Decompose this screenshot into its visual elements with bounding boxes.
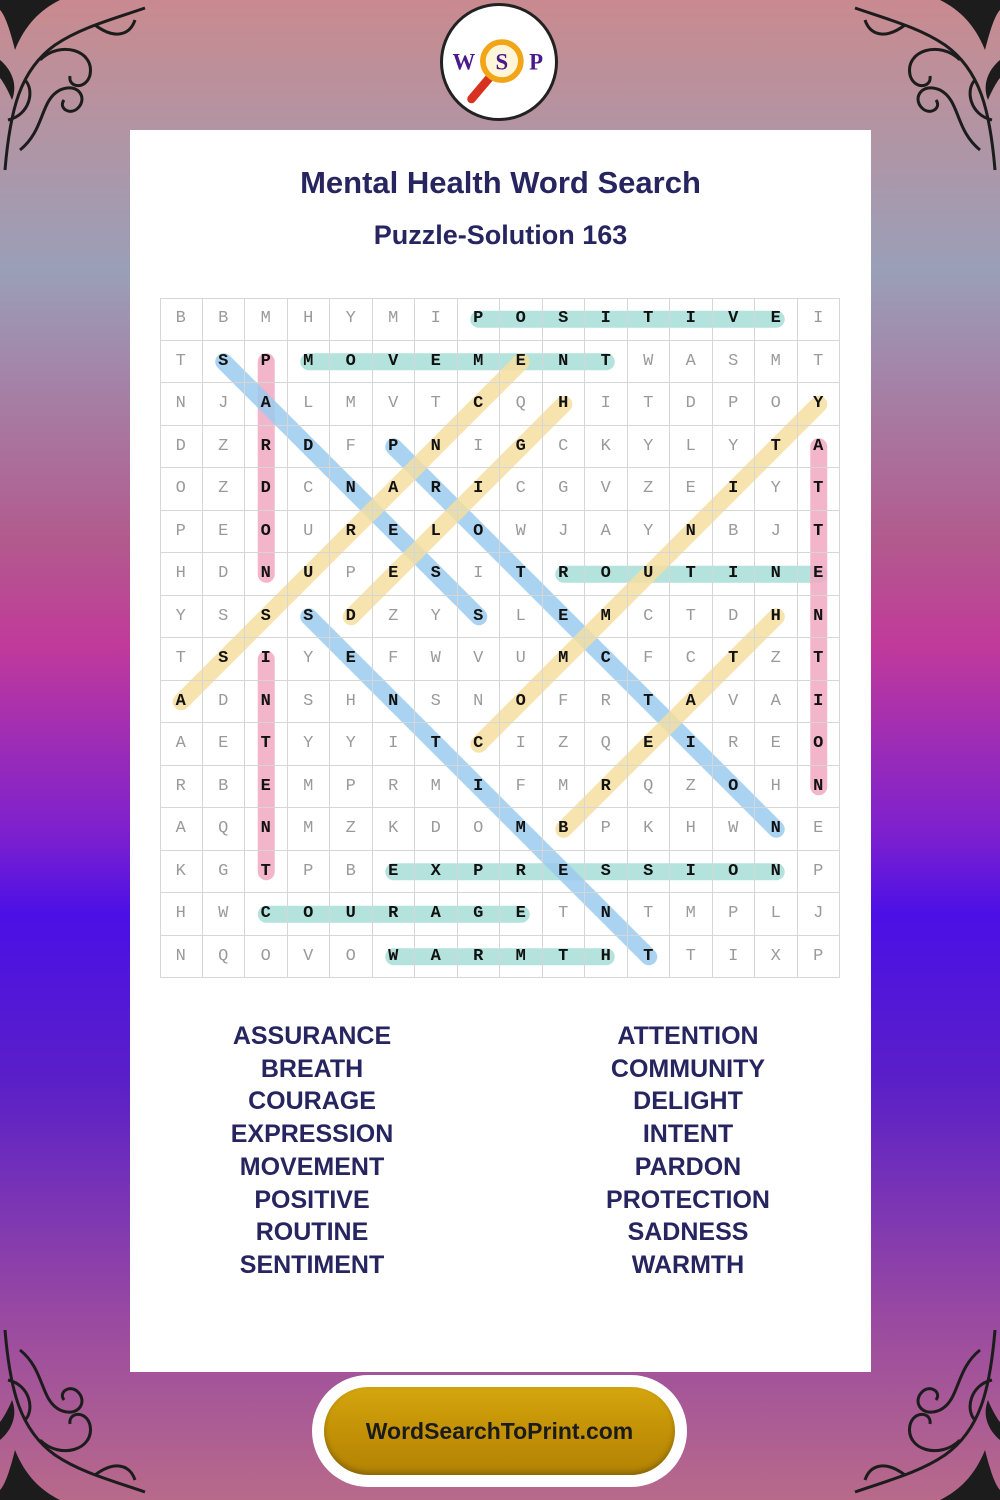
grid-cell: R	[543, 553, 586, 596]
grid-cell: N	[755, 851, 798, 894]
grid-cell: C	[288, 468, 331, 511]
grid-cell: Y	[713, 426, 756, 469]
grid-cell: T	[798, 511, 841, 554]
grid-cell: K	[373, 808, 416, 851]
grid-cell: F	[500, 766, 543, 809]
grid-cell: M	[288, 766, 331, 809]
grid-cell: A	[160, 681, 203, 724]
grid-cell: O	[500, 298, 543, 341]
grid-cell: P	[288, 851, 331, 894]
grid-cell: I	[670, 298, 713, 341]
word-list-item: BREATH	[260, 1054, 364, 1083]
grid-cell: O	[458, 808, 501, 851]
grid-cell: N	[670, 511, 713, 554]
grid-cell: N	[245, 681, 288, 724]
grid-cell: J	[203, 383, 246, 426]
grid-cell: M	[415, 766, 458, 809]
word-list-item: PARDON	[634, 1152, 742, 1181]
grid-cell: P	[798, 936, 841, 979]
grid-cell: R	[373, 766, 416, 809]
corner-flourish-bottom-left	[0, 1320, 150, 1500]
grid-cell: G	[458, 893, 501, 936]
grid-cell: T	[543, 893, 586, 936]
grid-cell: I	[245, 638, 288, 681]
grid-cell: T	[628, 383, 671, 426]
grid-cell: I	[415, 298, 458, 341]
grid-cell: O	[245, 511, 288, 554]
grid-cell: E	[500, 341, 543, 384]
flourish-ornament-icon	[0, 0, 150, 180]
grid-cell: G	[203, 851, 246, 894]
grid-cell: Y	[798, 383, 841, 426]
grid-cell: C	[670, 638, 713, 681]
grid-cell: M	[458, 341, 501, 384]
grid-cell: S	[713, 341, 756, 384]
grid-cell: H	[160, 893, 203, 936]
grid-cell: L	[288, 383, 331, 426]
grid-cell: L	[755, 893, 798, 936]
word-list-item: PROTECTION	[606, 1185, 770, 1214]
grid-cell: J	[798, 893, 841, 936]
grid-cell: A	[670, 341, 713, 384]
grid-cell: T	[755, 426, 798, 469]
page-title: Mental Health Word Search	[300, 165, 701, 200]
grid-cell: T	[500, 553, 543, 596]
grid-cell: T	[160, 341, 203, 384]
grid-cell: A	[160, 808, 203, 851]
grid-cell: B	[543, 808, 586, 851]
grid-cell: A	[415, 893, 458, 936]
grid-cell: Q	[585, 723, 628, 766]
word-list-item: COMMUNITY	[610, 1054, 766, 1083]
grid-cell: D	[670, 383, 713, 426]
grid-cell: Z	[203, 468, 246, 511]
grid-cell: A	[160, 723, 203, 766]
grid-cell: W	[415, 638, 458, 681]
grid-cell: C	[585, 638, 628, 681]
grid-cell: T	[245, 851, 288, 894]
grid-cell: Y	[415, 596, 458, 639]
grid-cell: F	[543, 681, 586, 724]
grid-cell: R	[500, 851, 543, 894]
grid-cell: O	[245, 936, 288, 979]
grid-cell: M	[543, 638, 586, 681]
grid-cell: T	[670, 553, 713, 596]
logo-letter-w: W	[452, 49, 476, 75]
grid-cell: M	[585, 596, 628, 639]
grid-cell: A	[755, 681, 798, 724]
grid-cell: O	[755, 383, 798, 426]
grid-cell: I	[458, 553, 501, 596]
grid-cell: S	[543, 298, 586, 341]
flourish-ornament-icon	[0, 1320, 150, 1500]
grid-cell: B	[203, 766, 246, 809]
corner-flourish-bottom-right	[850, 1320, 1000, 1500]
grid-cell: P	[458, 298, 501, 341]
word-list-left	[162, 1020, 462, 1282]
grid-cell: E	[245, 766, 288, 809]
word-list-item: INTENT	[642, 1120, 734, 1149]
grid-cell: X	[755, 936, 798, 979]
grid-cell: D	[160, 426, 203, 469]
word-list-right	[538, 1020, 838, 1282]
word-list-item: POSITIVE	[254, 1185, 370, 1214]
grid-cell: T	[628, 298, 671, 341]
grid-cell: I	[713, 553, 756, 596]
grid-cell: N	[755, 808, 798, 851]
grid-cell: M	[543, 766, 586, 809]
grid-cell: Q	[500, 383, 543, 426]
grid-cell: E	[373, 511, 416, 554]
corner-flourish-top-right	[850, 0, 1000, 180]
grid-cell: E	[798, 553, 841, 596]
grid-cell: K	[160, 851, 203, 894]
grid-cell: O	[288, 893, 331, 936]
grid-cell: T	[245, 723, 288, 766]
grid-cell: C	[245, 893, 288, 936]
grid-cell: E	[628, 723, 671, 766]
grid-cell: Z	[203, 426, 246, 469]
grid-cell: N	[755, 553, 798, 596]
grid-cell: M	[670, 893, 713, 936]
grid-cell: B	[160, 298, 203, 341]
grid-cell: E	[543, 596, 586, 639]
grid-cell: D	[288, 426, 331, 469]
wsp-logo	[440, 3, 558, 121]
grid-cell: W	[500, 511, 543, 554]
grid-cell: U	[288, 553, 331, 596]
grid-cell: V	[373, 383, 416, 426]
grid-cell: C	[500, 468, 543, 511]
grid-cell: E	[203, 723, 246, 766]
grid-cell: P	[160, 511, 203, 554]
grid-cell: E	[798, 808, 841, 851]
grid-cell: T	[798, 341, 841, 384]
grid-cell: B	[203, 298, 246, 341]
grid-cell: V	[713, 681, 756, 724]
grid-cell: S	[628, 851, 671, 894]
grid-cell: A	[415, 936, 458, 979]
grid-cell: M	[373, 298, 416, 341]
grid-cell: Y	[288, 723, 331, 766]
grid-cell: B	[713, 511, 756, 554]
grid-cell: Q	[203, 808, 246, 851]
grid-cell: W	[203, 893, 246, 936]
grid-cell: Y	[330, 298, 373, 341]
grid-cell: Q	[203, 936, 246, 979]
grid-cell: V	[373, 341, 416, 384]
grid-cell: L	[670, 426, 713, 469]
grid-cell: S	[458, 596, 501, 639]
grid-cell: I	[713, 936, 756, 979]
grid-cell: Y	[628, 426, 671, 469]
grid-cell: S	[288, 681, 331, 724]
grid-cell: V	[458, 638, 501, 681]
grid-cell: R	[245, 426, 288, 469]
word-list-item: COURAGE	[248, 1087, 376, 1116]
grid-cell: Y	[628, 511, 671, 554]
grid-cell: I	[585, 383, 628, 426]
grid-cell: Y	[288, 638, 331, 681]
grid-cell: E	[330, 638, 373, 681]
grid-cell: P	[458, 851, 501, 894]
grid-cell: N	[330, 468, 373, 511]
grid-cell: M	[500, 936, 543, 979]
grid-cell: G	[500, 426, 543, 469]
grid-cell: R	[330, 511, 373, 554]
grid-cell: B	[330, 851, 373, 894]
grid-cell: O	[713, 766, 756, 809]
grid-cell: J	[755, 511, 798, 554]
word-list-item: MOVEMENT	[239, 1152, 385, 1181]
grid-cell: N	[415, 426, 458, 469]
grid-cell: F	[373, 638, 416, 681]
grid-cell: I	[458, 468, 501, 511]
grid-cell: S	[203, 638, 246, 681]
grid-cell: P	[798, 851, 841, 894]
grid-cell: E	[373, 553, 416, 596]
grid-cell: R	[585, 766, 628, 809]
grid-cell: H	[330, 681, 373, 724]
grid-cell: F	[330, 426, 373, 469]
corner-flourish-top-left	[0, 0, 150, 180]
word-list-item: EXPRESSION	[230, 1120, 394, 1149]
grid-cell: E	[543, 851, 586, 894]
grid-cell: T	[628, 936, 671, 979]
grid-cell: R	[585, 681, 628, 724]
word-list-item: DELIGHT	[633, 1087, 743, 1116]
word-list-item: ATTENTION	[617, 1022, 759, 1050]
grid-cell: E	[415, 341, 458, 384]
grid-cell: I	[585, 298, 628, 341]
grid-cell: L	[415, 511, 458, 554]
grid-cell: T	[160, 638, 203, 681]
grid-cell: V	[713, 298, 756, 341]
word-list-item: ASSURANCE	[232, 1022, 392, 1050]
grid-cell: A	[798, 426, 841, 469]
grid-cell: D	[245, 468, 288, 511]
grid-cell: Q	[628, 766, 671, 809]
grid-cell: Z	[628, 468, 671, 511]
grid-cell: R	[415, 468, 458, 511]
word-search-grid	[160, 298, 840, 978]
grid-cell: N	[798, 596, 841, 639]
grid-cell: S	[585, 851, 628, 894]
grid-cell: O	[585, 553, 628, 596]
letter-grid	[160, 298, 840, 978]
word-list-item: SADNESS	[627, 1218, 749, 1247]
grid-cell: S	[203, 341, 246, 384]
grid-cell: I	[373, 723, 416, 766]
grid-cell: W	[373, 936, 416, 979]
grid-cell: E	[670, 468, 713, 511]
grid-cell: H	[543, 383, 586, 426]
grid-cell: I	[798, 298, 841, 341]
grid-cell: S	[245, 596, 288, 639]
grid-cell: P	[713, 893, 756, 936]
grid-cell: A	[585, 511, 628, 554]
grid-cell: V	[585, 468, 628, 511]
grid-cell: M	[500, 808, 543, 851]
grid-cell: D	[203, 553, 246, 596]
grid-cell: R	[458, 936, 501, 979]
grid-cell: I	[458, 426, 501, 469]
word-list-item: WARMTH	[631, 1250, 745, 1279]
grid-cell: E	[755, 298, 798, 341]
grid-cell: U	[288, 511, 331, 554]
grid-cell: O	[713, 851, 756, 894]
grid-cell: T	[798, 468, 841, 511]
grid-cell: M	[755, 341, 798, 384]
magnifier-logo-icon	[443, 6, 555, 118]
grid-cell: Z	[543, 723, 586, 766]
grid-cell: D	[415, 808, 458, 851]
grid-cell: P	[330, 553, 373, 596]
grid-cell: Y	[160, 596, 203, 639]
page-subtitle: Puzzle-Solution 163	[373, 220, 628, 250]
word-list-item: ROUTINE	[255, 1218, 369, 1247]
grid-cell: L	[500, 596, 543, 639]
grid-cell: Z	[373, 596, 416, 639]
grid-cell: W	[628, 341, 671, 384]
grid-cell: T	[585, 341, 628, 384]
grid-cell: P	[713, 383, 756, 426]
flourish-ornament-icon	[850, 0, 1000, 180]
grid-cell: N	[245, 808, 288, 851]
grid-cell: Z	[330, 808, 373, 851]
grid-cell: C	[458, 383, 501, 426]
grid-cell: C	[543, 426, 586, 469]
grid-cell: O	[160, 468, 203, 511]
grid-cell: W	[713, 808, 756, 851]
grid-cell: H	[585, 936, 628, 979]
grid-cell: H	[160, 553, 203, 596]
grid-cell: T	[543, 936, 586, 979]
grid-cell: H	[755, 766, 798, 809]
grid-cell: T	[415, 383, 458, 426]
grid-cell: O	[500, 681, 543, 724]
grid-cell: E	[755, 723, 798, 766]
grid-cell: X	[415, 851, 458, 894]
grid-cell: A	[670, 681, 713, 724]
grid-cell: S	[203, 596, 246, 639]
grid-cell: Z	[755, 638, 798, 681]
grid-cell: M	[288, 341, 331, 384]
grid-cell: Z	[670, 766, 713, 809]
grid-cell: P	[330, 766, 373, 809]
grid-cell: T	[415, 723, 458, 766]
grid-cell: H	[288, 298, 331, 341]
grid-cell: I	[670, 851, 713, 894]
grid-cell: E	[373, 851, 416, 894]
grid-cell: T	[670, 936, 713, 979]
grid-cell: O	[330, 341, 373, 384]
grid-cell: C	[458, 723, 501, 766]
grid-cell: K	[628, 808, 671, 851]
grid-cell: M	[245, 298, 288, 341]
logo-letter-s: S	[495, 49, 509, 75]
grid-cell: N	[245, 553, 288, 596]
grid-cell: T	[670, 596, 713, 639]
grid-cell: N	[160, 383, 203, 426]
word-list-item: SENTIMENT	[239, 1250, 385, 1279]
grid-cell: T	[628, 893, 671, 936]
grid-cell: N	[160, 936, 203, 979]
grid-cell: I	[713, 468, 756, 511]
grid-cell: N	[585, 893, 628, 936]
grid-cell: I	[670, 723, 713, 766]
grid-cell: O	[330, 936, 373, 979]
grid-cell: I	[458, 766, 501, 809]
grid-cell: O	[798, 723, 841, 766]
grid-cell: U	[500, 638, 543, 681]
grid-cell: U	[330, 893, 373, 936]
grid-cell: J	[543, 511, 586, 554]
grid-cell: I	[500, 723, 543, 766]
grid-cell: N	[458, 681, 501, 724]
grid-cell: R	[373, 893, 416, 936]
grid-cell: V	[288, 936, 331, 979]
grid-cell: M	[288, 808, 331, 851]
grid-cell: M	[330, 383, 373, 426]
grid-cell: A	[245, 383, 288, 426]
grid-cell: S	[288, 596, 331, 639]
grid-cell: P	[245, 341, 288, 384]
grid-cell: K	[585, 426, 628, 469]
grid-cell: E	[203, 511, 246, 554]
grid-cell: E	[500, 893, 543, 936]
grid-cell: P	[373, 426, 416, 469]
grid-cell: A	[373, 468, 416, 511]
grid-cell: N	[798, 766, 841, 809]
grid-cell: C	[628, 596, 671, 639]
site-link-text: WordSearchToPrint.com	[365, 1417, 634, 1444]
flourish-ornament-icon	[850, 1320, 1000, 1500]
grid-cell: D	[330, 596, 373, 639]
grid-cell: F	[628, 638, 671, 681]
puzzle-card	[130, 130, 871, 1372]
grid-cell: H	[670, 808, 713, 851]
grid-cell: U	[628, 553, 671, 596]
grid-cell: D	[713, 596, 756, 639]
site-link-frame	[312, 1375, 687, 1487]
grid-cell: P	[585, 808, 628, 851]
grid-cell: R	[713, 723, 756, 766]
grid-cell: S	[415, 681, 458, 724]
grid-cell: O	[458, 511, 501, 554]
grid-cell: S	[415, 553, 458, 596]
grid-cell: D	[203, 681, 246, 724]
grid-cell: T	[628, 681, 671, 724]
logo-letter-p: P	[529, 49, 543, 75]
grid-cell: Y	[755, 468, 798, 511]
grid-cell: I	[798, 681, 841, 724]
grid-cell: N	[373, 681, 416, 724]
grid-cell: N	[543, 341, 586, 384]
grid-cell: T	[798, 638, 841, 681]
grid-cell: Y	[330, 723, 373, 766]
grid-cell: G	[543, 468, 586, 511]
grid-cell: R	[160, 766, 203, 809]
grid-cell: T	[713, 638, 756, 681]
grid-cell: H	[755, 596, 798, 639]
site-link-button[interactable]	[324, 1387, 675, 1475]
